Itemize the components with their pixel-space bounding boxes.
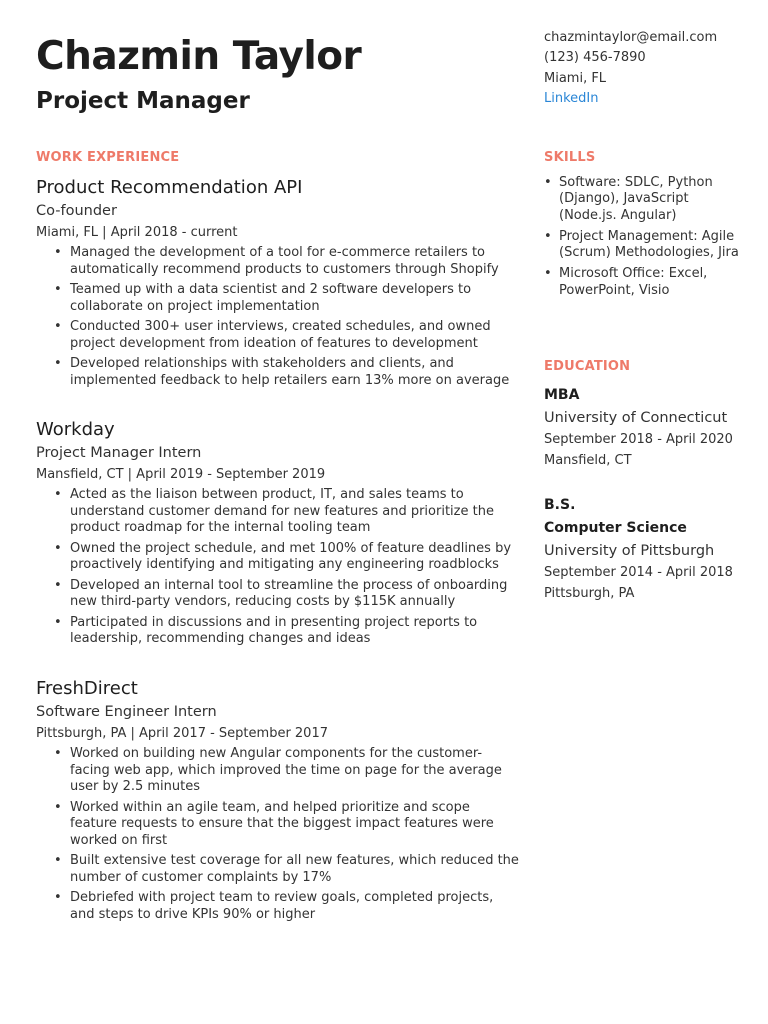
edu-school: University of Pittsburgh <box>544 543 715 559</box>
job-entry <box>36 176 520 393</box>
bullet-icon: • <box>54 319 62 334</box>
linkedin-link[interactable]: LinkedIn <box>544 90 599 106</box>
bullet-item: • Managed the development of a tool for e-commerce retailers to automatically recommend products to customers through Shopify <box>54 245 499 277</box>
bullet-icon: • <box>544 228 552 244</box>
job-entry <box>36 677 520 927</box>
job-company: FreshDirect <box>36 678 138 699</box>
bullet-item: • Worked on building new Angular components for the customer-facing web app, which improved the time on page for the average user by 2.5 minutes <box>54 746 502 794</box>
job-meta: Miami, FL | April 2018 - current <box>36 225 238 240</box>
job-bullets <box>54 245 520 389</box>
bullet-icon: • <box>54 853 62 868</box>
skills-list <box>544 175 744 304</box>
contact-phone: (123) 456-7890 <box>544 50 646 66</box>
work-experience-heading: WORK EXPERIENCE <box>36 150 180 165</box>
edu-field: Computer Science <box>544 520 687 536</box>
bullet-icon: • <box>54 245 62 260</box>
bullet-icon: • <box>54 356 62 371</box>
candidate-title: Project Manager <box>36 88 250 114</box>
education-entry <box>544 494 754 604</box>
contact-location: Miami, FL <box>544 70 607 86</box>
bullet-item: • Debriefed with project team to review goals, completed projects, and steps to drive KPIs 90% or higher <box>54 890 494 922</box>
education-entry <box>544 384 754 471</box>
bullet-item: • Developed an internal tool to streamline the process of onboarding new third-party vendors, reducing costs by $115K annually <box>54 577 508 609</box>
bullet-item: • Owned the project schedule, and met 100% of feature deadlines by proactively identifying and mitigating any engineering roadblocks <box>54 540 512 572</box>
bullet-item: • Built extensive test coverage for all new features, which reduced the number of customer complaints by 17% <box>54 853 519 885</box>
edu-location: Mansfield, CT <box>544 452 632 468</box>
candidate-name: Chazmin Taylor <box>36 34 362 79</box>
job-role: Co-founder <box>36 203 117 219</box>
edu-degree: B.S. <box>544 497 576 513</box>
bullet-item: • Developed relationships with stakeholders and clients, and implemented feedback to help retailers earn 13% more on average <box>54 356 510 388</box>
edu-degree: MBA <box>544 387 580 403</box>
skill-item: • Software: SDLC, Python (Django), JavaScript (Node.js. Angular) <box>544 175 713 223</box>
bullet-item: • Teamed up with a data scientist and 2 software developers to collaborate on project implementation <box>54 282 472 314</box>
bullet-icon: • <box>54 577 62 593</box>
edu-location: Pittsburgh, PA <box>544 585 635 601</box>
contact-email: chazmintaylor@email.com <box>544 30 718 45</box>
bullet-icon: • <box>54 799 62 815</box>
bullet-icon: • <box>544 175 552 190</box>
bullet-icon: • <box>54 282 62 297</box>
bullet-icon: • <box>544 266 552 282</box>
contact-block <box>544 28 754 109</box>
skills-heading: SKILLS <box>544 150 596 165</box>
job-role: Project Manager Intern <box>36 445 202 461</box>
job-meta: Pittsburgh, PA | April 2017 - September 2017 <box>36 726 328 741</box>
edu-dates: September 2014 - April 2018 <box>544 565 733 580</box>
bullet-icon: • <box>54 890 62 905</box>
bullet-icon: • <box>54 746 62 761</box>
edu-dates: September 2018 - April 2020 <box>544 432 733 447</box>
education-heading: EDUCATION <box>544 359 631 374</box>
bullet-icon: • <box>54 487 62 502</box>
job-bullets <box>54 746 520 923</box>
job-company: Product Recommendation API <box>36 177 303 198</box>
job-meta: Mansfield, CT | April 2019 - September 2019 <box>36 467 326 482</box>
bullet-item: • Worked within an agile team, and helped prioritize and scope feature requests to ensure that the biggest impact features were worked on first <box>54 799 494 848</box>
job-entry <box>36 418 520 652</box>
skill-item: • Microsoft Office: Excel, PowerPoint, Visio <box>544 266 708 298</box>
job-role: Software Engineer Intern <box>36 704 217 720</box>
bullet-item: • Participated in discussions and in presenting project reports to leadership, recommending changes and ideas <box>54 614 478 646</box>
job-bullets <box>54 487 520 648</box>
edu-school: University of Connecticut <box>544 410 728 426</box>
skill-item: • Project Management: Agile (Scrum) Methodologies, Jira <box>544 228 739 261</box>
job-company: Workday <box>36 419 115 440</box>
bullet-icon: • <box>54 614 62 630</box>
bullet-item: • Conducted 300+ user interviews, created schedules, and owned project development from ideation of features to development <box>54 319 491 351</box>
bullet-icon: • <box>54 540 62 556</box>
bullet-item: • Acted as the liaison between product, IT, and sales teams to understand customer demand for new features and prioritize the product roadmap for the internal tooling team <box>54 487 494 535</box>
